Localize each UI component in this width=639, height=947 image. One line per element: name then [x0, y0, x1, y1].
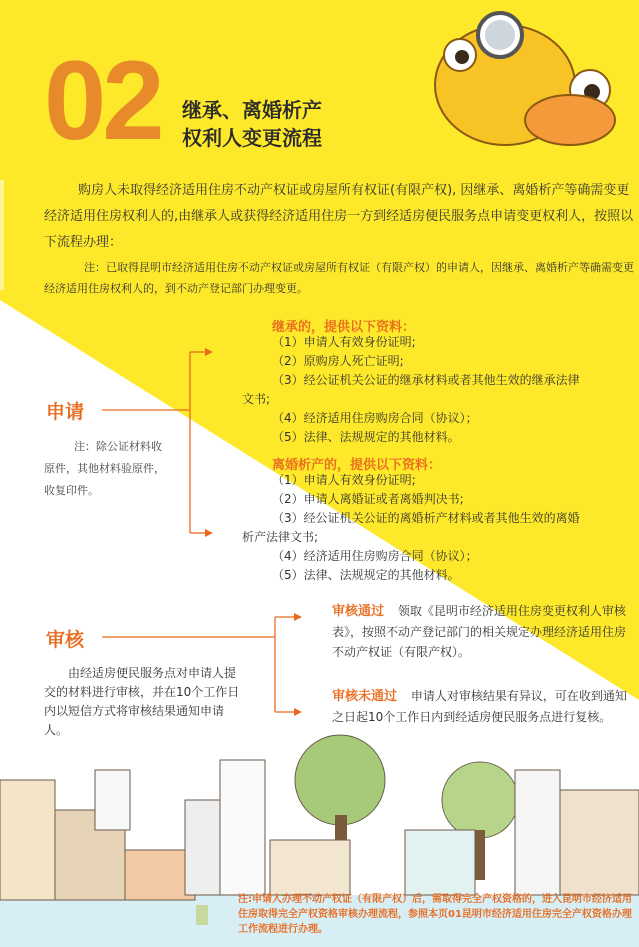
apply-note: 注：除公证材料收原件，其他材料验原件，收复印件。 — [44, 440, 165, 497]
divorce-list — [242, 471, 580, 585]
list-item: （4）经济适用住房购房合同（协议）； — [272, 549, 478, 563]
list-item: 文书; — [242, 392, 271, 406]
list-item: 析产法律文书; — [242, 530, 319, 544]
review-pass-label: 审核通过 — [332, 604, 385, 619]
inherit-list — [242, 333, 580, 447]
list-item: （2）原购房人死亡证明; — [272, 354, 404, 368]
review-pass-block — [332, 601, 632, 662]
list-item: （4）经济适用住房购房合同（协议）； — [272, 411, 478, 425]
review-heading: 审核 — [46, 629, 85, 651]
top-note: 注：已取得昆明市经济适用住房不动产权证或房屋所有权证（有限产权）的申请人，因继承、离婚析产等确需变更经济适用住房权利人的，到不动产登记部门办理变更。 — [44, 261, 634, 295]
review-fail-label: 审核未通过 — [332, 689, 398, 704]
review-description: 由经适房便民服务点对申请人提交的材料进行审核，并在10个工作日内以短信方式将审核结果通知申请人。 — [44, 666, 240, 737]
section-number: 02 — [44, 38, 161, 163]
apply-heading: 申请 — [46, 401, 85, 423]
list-item: （1）申请人有效身份证明; — [272, 473, 416, 487]
divorce-heading: 离婚析产的，提供以下资料： — [272, 458, 442, 473]
review-pass-text: 领取《昆明市经济适用住房变更权利人审核表》，按照不动产登记部门的相关规定办理经济适用住房不动产权证（有限产权）。 — [332, 604, 627, 659]
review-fail-text: 申请人对审核结果有异议，可在收到通知之日起10个工作日内到经适房便民服务点进行复核。 — [332, 689, 627, 724]
title-line-2: 权利人变更流程 — [182, 126, 322, 150]
page-title — [182, 96, 322, 152]
title-line-1: 继承、离婚析产 — [182, 98, 322, 122]
bottom-note: 注:申请人办理不动产权证（有限产权）后，需取得完全产权资格的，进入昆明市经济适用住房取得完全产权资格审核办理流程，参照本页01昆明市经济适用住房完全产权资格办理工作流程进行办理。 — [238, 894, 632, 935]
list-item: （5）法律、法规规定的其他材料。 — [272, 430, 460, 444]
review-fail-block — [332, 686, 632, 727]
list-item: （2）申请人离婚证或者离婚判决书; — [272, 492, 464, 506]
list-item: （3）经公证机关公证的离婚析产材料或者其他生效的离婚 — [272, 511, 580, 525]
intro-paragraph: 购房人未取得经济适用住房不动产权证或房屋所有权证(有限产权), 因继承、离婚析产等确需变更经济适用住房权利人的,由继承人或获得经济适用住房一方到经适房便民服务点申请变更权利人，按照以下流程办理： — [44, 183, 634, 250]
inherit-heading: 继承的，提供以下资料： — [272, 320, 416, 335]
list-item: （3）经公证机关公证的继承材料或者其他生效的继承法律 — [272, 373, 580, 387]
list-item: （1）申请人有效身份证明; — [272, 335, 416, 349]
list-item: （5）法律、法规规定的其他材料。 — [272, 568, 460, 582]
